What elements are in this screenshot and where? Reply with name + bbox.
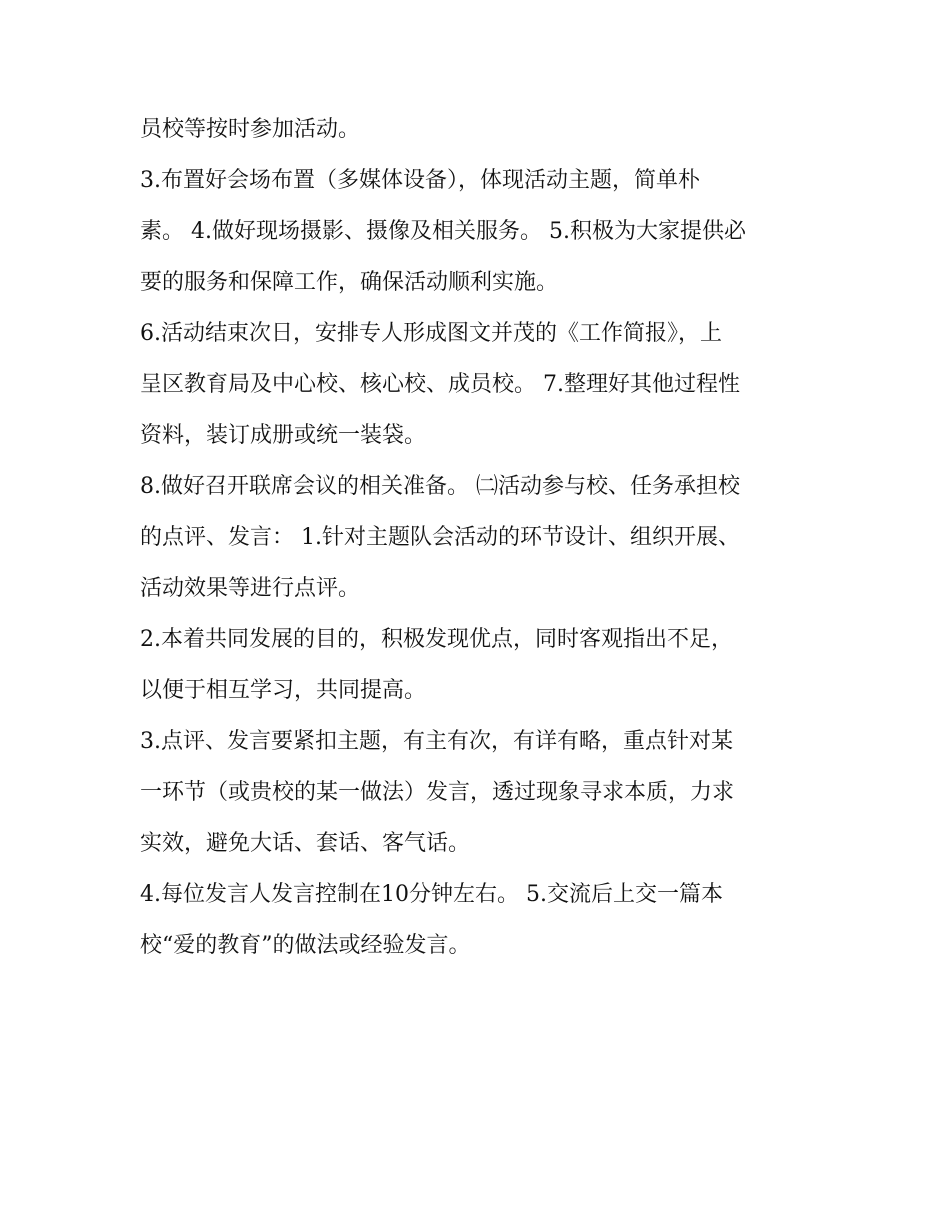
text-line: 校“爱的教育”的做法或经验发言。 [140, 933, 471, 958]
text-line: 一环节（或贵校的某一做法）发言，透过现象寻求本质，力求 [140, 780, 735, 805]
text-line: 实效，避免大话、套话、客气话。 [140, 831, 471, 856]
text-line: 的点评、发言： 1.针对主题队会活动的环节设计、组织开展、 [140, 525, 740, 550]
text-line: 3.布置好会场布置（多媒体设备），体现活动主题，简单朴 [140, 168, 700, 193]
text-line: 资料，装订成册或统一装袋。 [140, 423, 427, 448]
text-line: 素。 4.做好现场摄影、摄像及相关服务。 5.积极为大家提供必 [140, 219, 746, 244]
text-line: 2.本着共同发展的目的，积极发现优点，同时客观指出不足， [140, 627, 733, 652]
text-line: 要的服务和保障工作，确保活动顺利实施。 [140, 270, 559, 295]
text-line: 活动效果等进行点评。 [140, 576, 361, 601]
document-body [140, 104, 820, 971]
text-line: 3.点评、发言要紧扣主题，有主有次，有详有略，重点针对某 [140, 729, 733, 754]
text-line: 员校等按时参加活动。 [140, 117, 361, 142]
text-line: 8.做好召开联席会议的相关准备。 ㈡活动参与校、任务承担校 [140, 474, 740, 499]
text-line: 4.每位发言人发言控制在10分钟左右。 5.交流后上交一篇本 [140, 882, 723, 907]
text-line: 呈区教育局及中心校、核心校、成员校。 7.整理好其他过程性 [140, 372, 740, 397]
text-line: 6.活动结束次日，安排专人形成图文并茂的《工作简报》，上 [140, 321, 722, 346]
text-line: 以便于相互学习，共同提高。 [140, 678, 427, 703]
